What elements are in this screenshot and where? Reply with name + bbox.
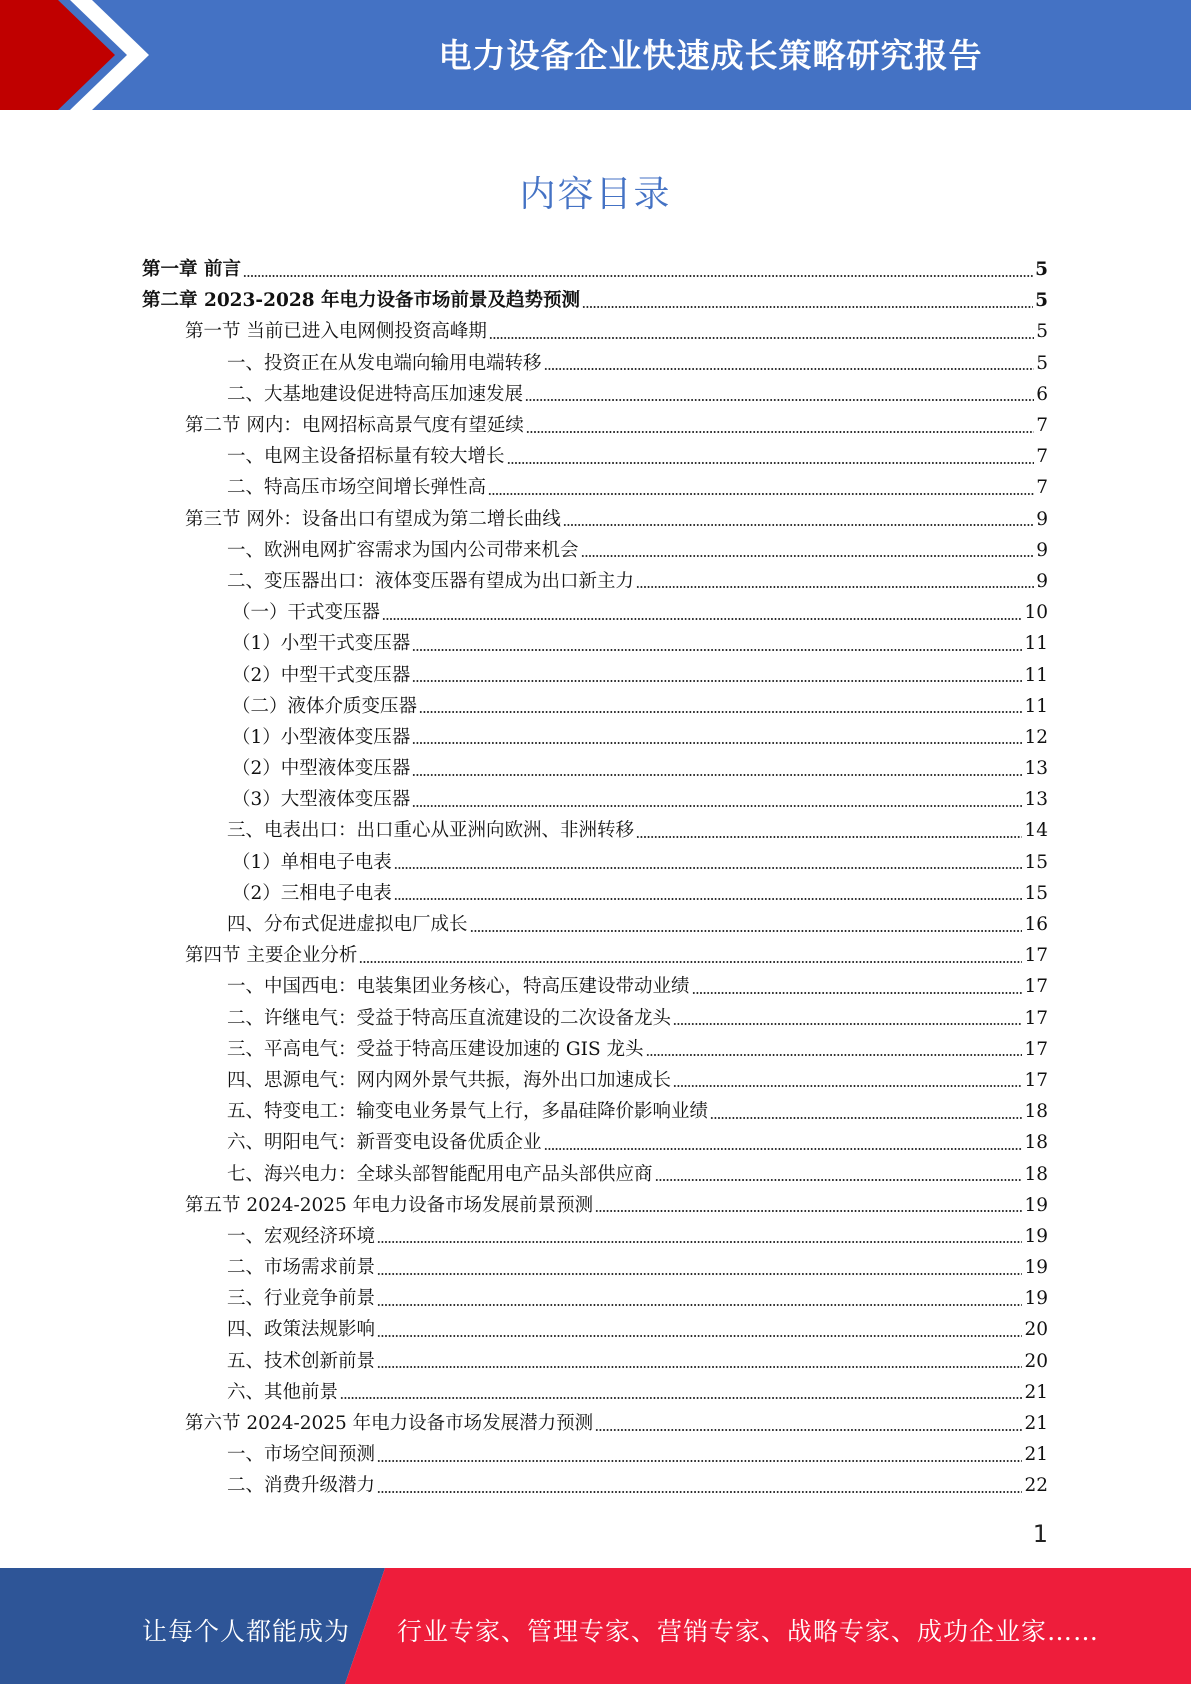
toc-entry[interactable] [0,254,1191,285]
toc-entry[interactable] [0,1408,1191,1439]
toc-entry[interactable] [0,1127,1191,1158]
toc-entry-page: 16 [1024,914,1048,936]
toc-dot-leader [525,399,1034,401]
toc-entry[interactable] [0,753,1191,784]
toc-dot-leader [544,368,1035,370]
toc-dot-leader [359,961,1022,963]
toc-entry-page: 10 [1024,602,1048,624]
toc-entry-label: 二、大基地建设促进特高压加速发展 [227,383,524,405]
toc-entry[interactable] [0,348,1191,379]
toc-entry-page: 5 [1035,290,1048,312]
page-footer [0,1568,1191,1684]
toc-entry[interactable] [0,1470,1191,1501]
toc-entry-label: （3）大型液体变压器 [232,789,411,811]
toc-entry-page: 21 [1024,1381,1048,1403]
toc-entry-page: 5 [1036,352,1048,374]
toc-entry-label: 三、电表出口：出口重心从亚洲向欧洲、非洲转移 [227,820,635,842]
toc-entry[interactable] [0,1158,1191,1189]
toc-entry-page: 17 [1024,1007,1048,1029]
toc-entry-page: 7 [1036,446,1048,468]
toc-dot-leader [636,586,1034,588]
toc-entry-label: 第五节 2024-2025 年电力设备市场发展前景预测 [185,1194,594,1216]
footer-slogan-left: 让每个人都能成为 [142,1617,351,1646]
report-title: 电力设备企业快速成长策略研究报告 [438,36,983,75]
toc-dot-leader [507,462,1035,464]
toc-dot-leader [377,1335,1022,1337]
toc-dot-leader [489,337,1034,339]
toc-heading: 内容目录 [519,174,672,215]
toc-entry[interactable] [0,535,1191,566]
toc-entry-label: 四、政策法规影响 [227,1319,376,1341]
toc-entry-label: 二、市场需求前景 [227,1257,376,1279]
toc-entry-page: 18 [1024,1101,1048,1123]
toc-entry-label: （1）单相电子电表 [232,851,392,873]
toc-entry-label: 第一章 前言 [142,259,241,281]
toc-dot-leader [412,680,1022,682]
toc-entry-label: 七、海兴电力：全球头部智能配用电产品头部供应商 [227,1163,653,1185]
toc-entry[interactable] [0,815,1191,846]
toc-entry[interactable] [0,379,1191,410]
toc-entry[interactable] [0,940,1191,971]
toc-entry[interactable] [0,472,1191,503]
toc-dot-leader [581,555,1035,557]
toc-entry[interactable] [0,691,1191,722]
toc-dot-leader [377,1241,1022,1243]
toc-dot-leader [377,1304,1022,1306]
toc-entry-page: 13 [1024,789,1048,811]
toc-entry[interactable] [0,1439,1191,1470]
toc-dot-leader [377,1366,1022,1368]
toc-entry-page: 17 [1024,1069,1048,1091]
toc-entry-label: 一、电网主设备招标量有较大增长 [227,446,505,468]
toc-entry-label: （2）三相电子电表 [232,882,392,904]
toc-entry-label: （1）小型液体变压器 [232,726,411,748]
toc-entry-page: 20 [1024,1350,1048,1372]
toc-entry-label: （二）液体介质变压器 [232,695,418,717]
footer-slogan-right: 行业专家、管理专家、营销专家、战略专家、成功企业家…… [397,1617,1100,1646]
toc-entry-page: 19 [1024,1194,1048,1216]
toc-entry[interactable] [0,597,1191,628]
toc-entry[interactable] [0,285,1191,316]
toc-entry[interactable] [0,410,1191,441]
toc-entry[interactable] [0,628,1191,659]
toc-entry[interactable] [0,1096,1191,1127]
toc-entry-page: 19 [1024,1257,1048,1279]
toc-entry-page: 17 [1024,1038,1048,1060]
toc-dot-leader [419,711,1022,713]
toc-entry[interactable] [0,909,1191,940]
toc-entry-label: 五、技术创新前景 [227,1350,376,1372]
toc-entry[interactable] [0,878,1191,909]
toc-dot-leader [377,1491,1022,1493]
toc-entry-page: 11 [1024,664,1048,686]
toc-entry-label: 一、欧洲电网扩容需求为国内公司带来机会 [227,539,579,561]
toc-entry-page: 18 [1024,1163,1048,1185]
toc-entry-page: 21 [1024,1444,1048,1466]
toc-entry-label: 四、分布式促进虚拟电厂成长 [227,914,468,936]
toc-entry-page: 7 [1036,415,1048,437]
toc-entry-page: 7 [1036,477,1048,499]
toc-entry[interactable] [0,316,1191,347]
toc-entry[interactable] [0,566,1191,597]
toc-entry-page: 17 [1024,945,1048,967]
toc-entry-label: 六、明阳电气：新晋变电设备优质企业 [227,1132,542,1154]
toc-dot-leader [595,1210,1022,1212]
toc-entry-label: 三、平高电气：受益于特高压建设加速的 GIS 龙头 [227,1038,644,1060]
toc-dot-leader [692,992,1023,994]
toc-entry-page: 9 [1036,508,1048,530]
toc-entry-page: 5 [1036,321,1048,343]
toc-entry[interactable] [0,659,1191,690]
toc-dot-leader [470,930,1023,932]
toc-entry-page: 14 [1024,820,1048,842]
toc-dot-leader [646,1054,1023,1056]
toc-dot-leader [544,1148,1023,1150]
toc-entry-label: 三、行业竞争前景 [227,1288,376,1310]
toc-dot-leader [412,649,1022,651]
toc-entry[interactable] [0,1034,1191,1065]
toc-entry-page: 11 [1024,695,1048,717]
toc-entry[interactable] [0,1283,1191,1314]
toc-dot-leader [710,1117,1022,1119]
toc-entry-label: 四、思源电气：网内网外景气共振，海外出口加速成长 [227,1069,672,1091]
toc-entry-page: 22 [1024,1475,1048,1497]
toc-dot-leader [488,493,1034,495]
toc-entry-label: 二、变压器出口：液体变压器有望成为出口新主力 [227,570,635,592]
toc-entry-label: 第六节 2024-2025 年电力设备市场发展潜力预测 [185,1413,594,1435]
toc-entry-page: 15 [1024,851,1048,873]
toc-entry-page: 21 [1024,1413,1048,1435]
toc-dot-leader [595,1429,1022,1431]
toc-entry-label: 六、其他前景 [227,1381,339,1403]
toc-entry[interactable] [0,1252,1191,1283]
toc-entry[interactable] [0,1065,1191,1096]
toc-entry-label: （一）干式变压器 [232,602,381,624]
toc-entry[interactable] [0,441,1191,472]
toc-entry[interactable] [0,504,1191,535]
page-header [0,0,1191,110]
toc-entry-page: 12 [1024,726,1048,748]
toc-entry-label: 一、宏观经济环境 [227,1225,376,1247]
toc-dot-leader [243,275,1033,277]
toc-entry[interactable] [0,1221,1191,1252]
toc-dot-leader [673,1023,1022,1025]
toc-entry-page: 9 [1036,570,1048,592]
toc-dot-leader [377,1273,1022,1275]
toc-entry-label: 第四节 主要企业分析 [185,945,358,967]
toc-entry-label: 第三节 网外：设备出口有望成为第二增长曲线 [185,508,561,530]
toc-entry-page: 5 [1035,259,1048,281]
toc-dot-leader [377,1460,1022,1462]
toc-dot-leader [526,431,1034,433]
toc-entry[interactable] [0,1346,1191,1377]
toc-entry-page: 19 [1024,1225,1048,1247]
toc-dot-leader [655,1179,1023,1181]
table-of-contents [0,254,1191,1502]
toc-entry-page: 13 [1024,758,1048,780]
toc-entry[interactable] [0,722,1191,753]
toc-dot-leader [412,805,1022,807]
toc-entry-label: 二、特高压市场空间增长弹性高 [227,477,487,499]
toc-dot-leader [412,774,1022,776]
toc-dot-leader [636,836,1022,838]
toc-entry[interactable] [0,1377,1191,1408]
toc-dot-leader [340,1397,1022,1399]
toc-dot-leader [394,867,1023,869]
toc-entry-label: （2）中型液体变压器 [232,758,411,780]
toc-entry-page: 11 [1024,633,1048,655]
toc-entry-label: （1）小型干式变压器 [232,633,411,655]
toc-entry-label: 第一节 当前已进入电网侧投资高峰期 [185,321,487,343]
page-number: 1 [1032,1520,1048,1548]
toc-entry-label: 五、特变电工：输变电业务景气上行，多晶硅降价影响业绩 [227,1101,709,1123]
toc-entry-label: 二、许继电气：受益于特高压直流建设的二次设备龙头 [227,1007,672,1029]
toc-entry-page: 19 [1024,1288,1048,1310]
toc-entry-label: 第二节 网内：电网招标高景气度有望延续 [185,415,524,437]
toc-entry-label: 一、中国西电：电装集团业务核心，特高压建设带动业绩 [227,976,690,998]
toc-entry-label: 二、消费升级潜力 [227,1475,376,1497]
toc-entry[interactable] [0,847,1191,878]
toc-dot-leader [394,898,1023,900]
toc-entry[interactable] [0,784,1191,815]
toc-dot-leader [673,1085,1022,1087]
toc-dot-leader [563,524,1034,526]
toc-entry-page: 18 [1024,1132,1048,1154]
toc-entry[interactable] [0,1314,1191,1345]
toc-entry[interactable] [0,1003,1191,1034]
toc-entry-label: 一、市场空间预测 [227,1444,376,1466]
toc-entry-page: 15 [1024,882,1048,904]
toc-entry-page: 17 [1024,976,1048,998]
toc-entry-label: 第二章 2023-2028 年电力设备市场前景及趋势预测 [142,290,581,312]
toc-dot-leader [582,306,1033,308]
toc-dot-leader [412,742,1022,744]
toc-entry-label: 一、投资正在从发电端向输用电端转移 [227,352,542,374]
toc-entry-page: 6 [1036,383,1048,405]
toc-entry-label: （2）中型干式变压器 [232,664,411,686]
toc-entry-page: 9 [1036,539,1048,561]
toc-dot-leader [382,618,1022,620]
toc-entry-page: 20 [1024,1319,1048,1341]
toc-entry[interactable] [0,1190,1191,1221]
toc-entry[interactable] [0,971,1191,1002]
